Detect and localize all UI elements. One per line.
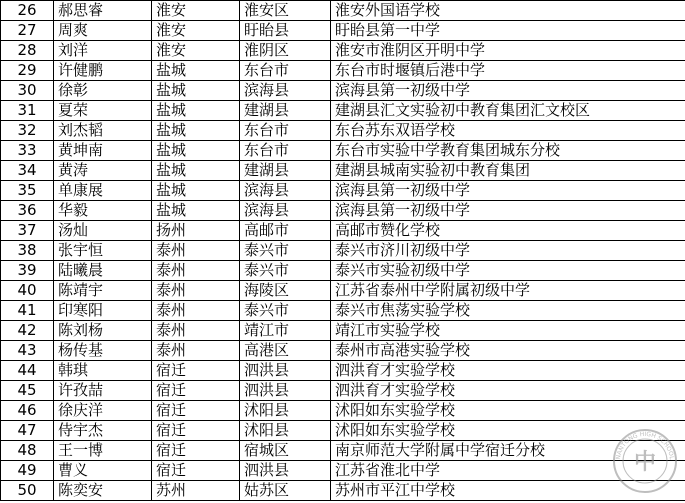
student-name: 徐彰	[54, 81, 152, 101]
school-name: 泰兴市济川初级中学	[331, 241, 685, 261]
school-name: 东台市时堰镇后港中学	[331, 61, 685, 81]
student-name: 刘杰韬	[54, 121, 152, 141]
city: 泰州	[152, 341, 240, 361]
table-row	[1, 121, 685, 141]
school-name: 东台苏东双语学校	[331, 121, 685, 141]
city: 盐城	[152, 121, 240, 141]
student-name: 许孜喆	[54, 381, 152, 401]
district: 靖江市	[240, 321, 331, 341]
city: 宿迁	[152, 361, 240, 381]
district: 东台市	[240, 141, 331, 161]
school-name: 沭阳如东实验学校	[331, 421, 685, 441]
row-number: 31	[1, 101, 54, 121]
student-name: 单康展	[54, 181, 152, 201]
table-row	[1, 221, 685, 241]
row-number: 36	[1, 201, 54, 221]
row-number: 46	[1, 401, 54, 421]
district: 泰兴市	[240, 241, 331, 261]
district: 泗洪县	[240, 461, 331, 481]
school-name: 苏州市平江中学校	[331, 481, 685, 501]
district: 海陵区	[240, 281, 331, 301]
school-name: 高邮市赞化学校	[331, 221, 685, 241]
table-row	[1, 161, 685, 181]
row-number: 34	[1, 161, 54, 181]
row-number: 49	[1, 461, 54, 481]
city: 盐城	[152, 181, 240, 201]
school-name: 江苏省泰州中学附属初级中学	[331, 281, 685, 301]
district: 泰兴市	[240, 261, 331, 281]
school-name: 江苏省淮北中学	[331, 461, 685, 481]
table-row	[1, 361, 685, 381]
district: 滨海县	[240, 201, 331, 221]
row-number: 33	[1, 141, 54, 161]
city: 淮安	[152, 21, 240, 41]
table-row	[1, 201, 685, 221]
school-name: 泰兴市实验初级中学	[331, 261, 685, 281]
city: 盐城	[152, 101, 240, 121]
school-name: 淮安外国语学校	[331, 1, 685, 21]
student-name: 许健鹏	[54, 61, 152, 81]
school-name: 滨海县第一初级中学	[331, 201, 685, 221]
city: 泰州	[152, 321, 240, 341]
student-name: 王一博	[54, 441, 152, 461]
district: 高邮市	[240, 221, 331, 241]
district: 滨海县	[240, 81, 331, 101]
row-number: 50	[1, 481, 54, 501]
table-row	[1, 281, 685, 301]
student-name: 韩琪	[54, 361, 152, 381]
city: 盐城	[152, 201, 240, 221]
student-name: 华毅	[54, 201, 152, 221]
city: 苏州	[152, 481, 240, 501]
row-number: 41	[1, 301, 54, 321]
row-number: 43	[1, 341, 54, 361]
city: 宿迁	[152, 401, 240, 421]
district: 建湖县	[240, 101, 331, 121]
district: 东台市	[240, 61, 331, 81]
school-name: 盱眙县第一中学	[331, 21, 685, 41]
school-name: 滨海县第一初级中学	[331, 81, 685, 101]
district: 滨海县	[240, 181, 331, 201]
student-name: 汤灿	[54, 221, 152, 241]
district: 淮阴区	[240, 41, 331, 61]
district: 沭阳县	[240, 421, 331, 441]
table-row	[1, 301, 685, 321]
school-seal-watermark	[612, 428, 678, 494]
student-name: 陈靖宇	[54, 281, 152, 301]
school-name: 泰州市高港实验学校	[331, 341, 685, 361]
city: 宿迁	[152, 441, 240, 461]
school-name: 沭阳如东实验学校	[331, 401, 685, 421]
row-number: 42	[1, 321, 54, 341]
table-row	[1, 41, 685, 61]
table-row	[1, 1, 685, 21]
student-name: 曹义	[54, 461, 152, 481]
row-number: 39	[1, 261, 54, 281]
district: 姑苏区	[240, 481, 331, 501]
school-name: 泗洪育才实验学校	[331, 361, 685, 381]
student-name: 张宇恒	[54, 241, 152, 261]
row-number: 35	[1, 181, 54, 201]
school-name: 泗洪育才实验学校	[331, 381, 685, 401]
district: 泗洪县	[240, 381, 331, 401]
student-name: 黄坤南	[54, 141, 152, 161]
student-name: 侍宇杰	[54, 421, 152, 441]
table-row	[1, 461, 685, 481]
district: 高港区	[240, 341, 331, 361]
city: 淮安	[152, 1, 240, 21]
row-number: 45	[1, 381, 54, 401]
city: 盐城	[152, 161, 240, 181]
school-name: 南京师范大学附属中学宿迁分校	[331, 441, 685, 461]
school-name: 滨海县第一初级中学	[331, 181, 685, 201]
table-row	[1, 141, 685, 161]
city: 盐城	[152, 61, 240, 81]
table-row	[1, 381, 685, 401]
row-number: 28	[1, 41, 54, 61]
seal-ring-text: NANTONG HIGH SCHOOL	[614, 430, 675, 461]
row-number: 47	[1, 421, 54, 441]
table-row	[1, 341, 685, 361]
student-name: 陆曦晨	[54, 261, 152, 281]
row-number: 26	[1, 1, 54, 21]
table-row	[1, 261, 685, 281]
city: 盐城	[152, 141, 240, 161]
table-row	[1, 421, 685, 441]
city: 泰州	[152, 281, 240, 301]
district: 泗洪县	[240, 361, 331, 381]
school-name: 东台市实验中学教育集团城东分校	[331, 141, 685, 161]
seal-character: 中	[633, 449, 657, 475]
table-row	[1, 441, 685, 461]
table-row	[1, 401, 685, 421]
row-number: 38	[1, 241, 54, 261]
student-name: 夏荣	[54, 101, 152, 121]
district: 沭阳县	[240, 401, 331, 421]
table-row	[1, 21, 685, 41]
school-name: 淮安市淮阴区开明中学	[331, 41, 685, 61]
city: 宿迁	[152, 461, 240, 481]
student-name: 印寒阳	[54, 301, 152, 321]
row-number: 48	[1, 441, 54, 461]
table-row	[1, 81, 685, 101]
city: 宿迁	[152, 421, 240, 441]
row-number: 27	[1, 21, 54, 41]
table-row	[1, 481, 685, 501]
district: 淮安区	[240, 1, 331, 21]
city: 宿迁	[152, 381, 240, 401]
school-name: 建湖县汇文实验初中教育集团汇文校区	[331, 101, 685, 121]
student-name: 周爽	[54, 21, 152, 41]
school-name: 靖江市实验学校	[331, 321, 685, 341]
student-name: 陈刘杨	[54, 321, 152, 341]
table-row	[1, 181, 685, 201]
table-row	[1, 241, 685, 261]
table-row	[1, 321, 685, 341]
table-row	[1, 61, 685, 81]
student-name: 郝思睿	[54, 1, 152, 21]
school-name: 建湖县城南实验初中教育集团	[331, 161, 685, 181]
student-name: 徐庆洋	[54, 401, 152, 421]
city: 泰州	[152, 261, 240, 281]
district: 盱眙县	[240, 21, 331, 41]
student-name: 黄涛	[54, 161, 152, 181]
city: 淮安	[152, 41, 240, 61]
row-number: 40	[1, 281, 54, 301]
school-name: 泰兴市焦荡实验学校	[331, 301, 685, 321]
student-name: 陈奕安	[54, 481, 152, 501]
row-number: 30	[1, 81, 54, 101]
row-number: 32	[1, 121, 54, 141]
district: 宿城区	[240, 441, 331, 461]
row-number: 37	[1, 221, 54, 241]
district: 建湖县	[240, 161, 331, 181]
district: 泰兴市	[240, 301, 331, 321]
table-row	[1, 101, 685, 121]
roster-body	[1, 1, 685, 501]
district: 东台市	[240, 121, 331, 141]
city: 盐城	[152, 81, 240, 101]
student-name: 杨传基	[54, 341, 152, 361]
student-name: 刘洋	[54, 41, 152, 61]
city: 泰州	[152, 241, 240, 261]
city: 扬州	[152, 221, 240, 241]
row-number: 44	[1, 361, 54, 381]
city: 泰州	[152, 301, 240, 321]
row-number: 29	[1, 61, 54, 81]
